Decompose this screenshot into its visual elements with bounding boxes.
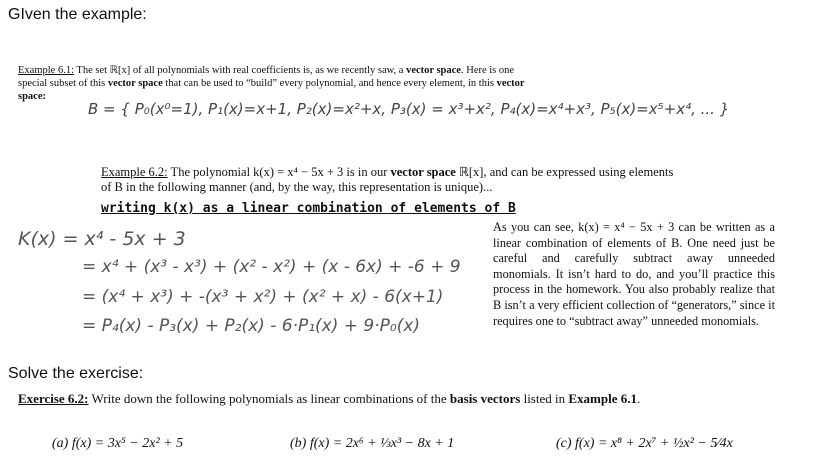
text: The polynomial k(x) = x⁴ − 5x + 3 is in our [167,165,391,179]
handwork-line: = x⁴ + (x³ - x³) + (x² - x²) + (x - 6x) + -6 + 9 [82,257,461,277]
text: listed in [520,391,569,406]
heading: GIven the example: [8,6,147,23]
example-6-1-label: Example 6.1: [18,65,74,76]
text: ℝ[x], and can be expressed using elements [455,165,674,179]
bold: vector space [406,65,461,76]
handwork-line: K(x) = x⁴ - 5x + 3 [18,228,186,250]
text: of B in the following manner (and, by the way, this representation is unique)... [101,180,493,194]
text: Write down the following polynomials as linear combinations of the [88,391,450,406]
bold: basis vectors [449,391,521,406]
example-6-2-label: Example 6.2: [101,165,168,179]
bold: vector [496,78,525,89]
exercise-label: Exercise 6.2: [18,391,89,406]
example-6-1 [18,64,525,103]
bold: vector space [390,165,456,179]
text: The set ℝ[x] of all polynomials with real coefficients is, as we recently saw, a [74,65,407,76]
handwork-line: = P₄(x) - P₃(x) + P₂(x) - 6·P₁(x) + 9·P₀(x) [82,316,421,336]
explanation-paragraph: As you can see, k(x) = x⁴ − 5x + 3 can be written as a linear combination of elements of B. One need just be careful and carefully subtract away unneeded monomials. It isn’t hard to do, and you’ll practice this process in the homework. You also probably realize that B isn’t a very efficient collection of “generators,” since it requires one to “subtract away” unneeded monomials. [493,220,775,328]
bold: vector space [107,78,163,89]
text: that can be used to “build” every polynomial, and hence every element, in this [162,78,497,89]
bold: Example 6.1 [568,391,637,406]
exercise-item-c: (c) f(x) = x⁸ + 2x⁷ + ½x² − 5⁄4x [556,436,733,451]
text: special subset of this [18,78,108,89]
handwork-line: = (x⁴ + x³) + -(x³ + x²) + (x² + x) - 6(x+1) [82,287,444,307]
text: . [636,391,641,406]
exercise-item-a: (a) f(x) = 3x⁵ − 2x² + 5 [52,436,184,451]
exercise-6-2 [18,391,640,407]
basis-set-handwritten: B = { P₀(x⁰=1), P₁(x)=x+1, P₂(x)=x²+x, P₃(x) = x³+x², P₄(x)=x⁴+x³, P₅(x)=x⁵+x⁴, ... } [88,100,730,118]
exercise-item-b: (b) f(x) = 2x⁶ + ⅓x³ − 8x + 1 [290,436,455,451]
solve-heading: Solve the exercise: [8,365,144,382]
text: space: [18,91,46,102]
subheading: writing k(x) as a linear combination of elements of B [101,201,516,216]
example-6-2 [101,165,673,195]
text: . Here is one [460,65,515,76]
